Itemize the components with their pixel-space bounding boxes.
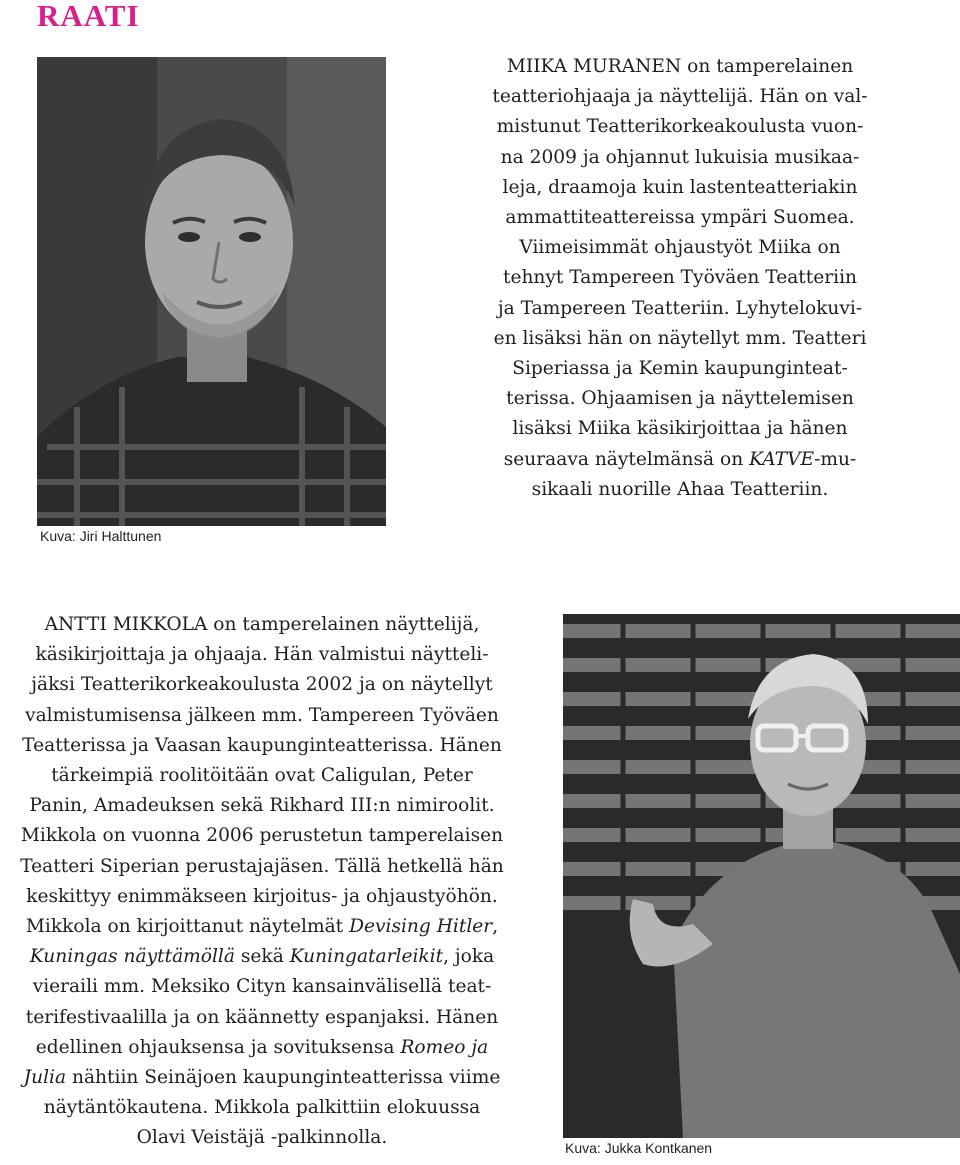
bio-line: na 2009 ja ohjannut lukuisia musikaa- <box>500 146 860 168</box>
bio-line: ANTTI MIKKOLA on tamperelainen näyttelijä, <box>44 614 480 635</box>
photo-caption-1: Kuva: Jiri Halttunen <box>40 528 162 544</box>
bio-line: Panin, Amadeuksen sekä Rikhard III:n nimiroolit. <box>29 795 495 817</box>
bio-line: Olavi Veistäjä -palkinnolla. <box>136 1127 388 1149</box>
play-title: Kuningas näyttämöllä <box>29 946 235 968</box>
portrait-photo-miika-muranen <box>37 57 386 526</box>
bio-line: leja, draamoja kuin lastenteatteriakin <box>502 176 858 198</box>
bio-line: Siperiassa ja Kemin kaupunginteat- <box>512 358 848 380</box>
bio-miika-muranen <box>479 52 881 505</box>
bio-line: lisäksi Miika käsikirjoittaa ja hänen <box>512 418 848 440</box>
bio-line: terissa. Ohjaamisen ja näyttelemisen <box>506 388 854 410</box>
bio-line: ammattiteattereissa ympäri Suomea. <box>505 207 855 229</box>
bio-line: valmistumisensa jälkeen mm. Tampereen Työväen <box>25 704 499 726</box>
bio-line: jäksi Teatterikorkeakoulusta 2002 ja on näytellyt <box>31 674 493 696</box>
bio-line: Mikkola on vuonna 2006 perustetun tamperelaisen <box>20 825 504 847</box>
bio-line: Mikkola on kirjoittanut näytelmät Devising Hitler, <box>25 916 499 938</box>
bio-line: teatteriohjaaja ja näyttelijä. Hän on val- <box>492 86 868 108</box>
bio-line: käsikirjoittaja ja ohjaaja. Hän valmistui näytteli- <box>35 644 489 666</box>
bio-line: tärkeimpiä roolitöitään ovat Caligulan, Peter <box>51 765 473 787</box>
bio-line: Kuningas näyttämöllä sekä Kuningatarleikit, joka <box>29 946 495 968</box>
play-title: Kuningatarleikit <box>289 946 444 968</box>
section-title: RAATI <box>37 0 140 33</box>
bio-line: keskittyy enimmäkseen kirjoitus- ja ohjaustyöhön. <box>26 885 498 907</box>
bio-line: Julia nähtiin Seinäjoen kaupunginteatterissa viime <box>23 1067 501 1089</box>
portrait-photo-antti-mikkola <box>563 614 960 1138</box>
bio-line: näytäntökautena. Mikkola palkittiin elokuussa <box>43 1097 481 1119</box>
portrait-illustration <box>563 614 960 1138</box>
play-title: Devising Hitler <box>349 916 493 938</box>
bio-line: Teatteri Siperian perustajajäsen. Tällä hetkellä hän <box>20 855 504 877</box>
bio-line: MIIKA MURANEN on tamperelainen <box>506 56 854 77</box>
bio-line: mistunut Teatterikorkeakoulusta vuon- <box>496 116 864 138</box>
bio-line: tehnyt Tampereen Työväen Teatteriin <box>502 267 857 289</box>
photo-caption-2: Kuva: Jukka Kontkanen <box>565 1140 713 1156</box>
bio-line: Viimeisimmät ohjaustyöt Miika on <box>519 237 841 259</box>
bio-antti-mikkola <box>0 610 524 1154</box>
bio-line: Teatterissa ja Vaasan kaupunginteatterissa. Hänen <box>22 734 502 756</box>
play-title: Romeo ja <box>400 1036 489 1058</box>
bio-line: seuraava näytelmänsä on KATVE-mu- <box>503 448 857 470</box>
bio-line: en lisäksi hän on näytellyt mm. Teatteri <box>493 327 867 349</box>
bio-line: terifestivaalilla ja on käännetty espanjaksi. Hänen <box>25 1006 499 1028</box>
play-title: KATVE <box>749 448 815 470</box>
bio-line: edellinen ohjauksensa ja sovituksensa Romeo ja <box>35 1036 489 1058</box>
bio-line: vieraili mm. Meksiko Cityn kansainvälisellä teat- <box>32 976 492 998</box>
bio-line: sikaali nuorille Ahaa Teatteriin. <box>531 478 829 500</box>
play-title: Julia <box>23 1067 67 1089</box>
portrait-illustration <box>37 57 386 526</box>
bio-line: ja Tampereen Teatteriin. Lyhytelokuvi- <box>497 297 863 319</box>
